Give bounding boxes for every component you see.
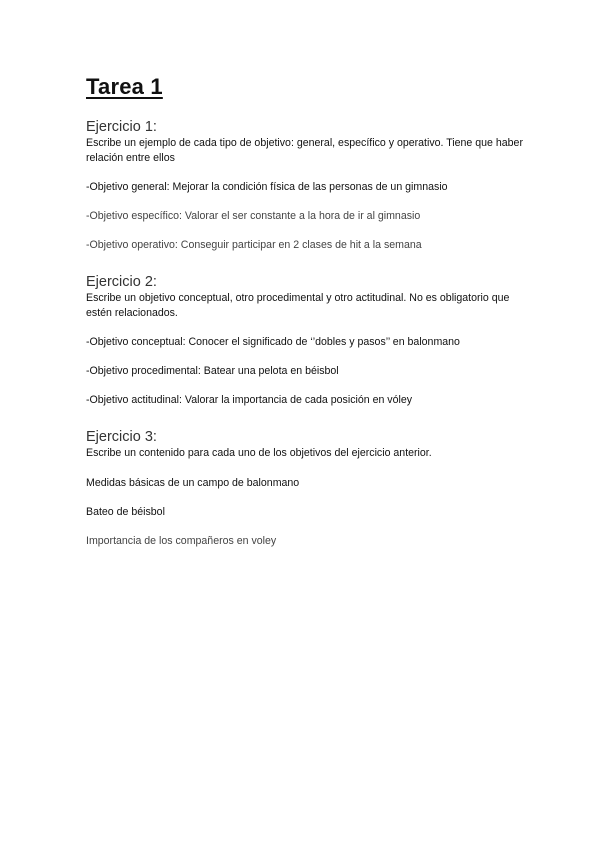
exercise-2: [86, 273, 526, 407]
exercise-3: [86, 428, 526, 548]
exercise-2-prompt: Escribe un objetivo conceptual, otro procedimental y otro actitudinal. No es obligatorio que estén relacionados.: [86, 292, 510, 319]
exercise-1-heading: Ejercicio 1:: [86, 119, 157, 135]
exercise-2-answer-3: -Objetivo actitudinal: Valorar la importancia de cada posición en vóley: [86, 394, 413, 406]
exercise-1-prompt: Escribe un ejemplo de cada tipo de objetivo: general, específico y operativo. Tiene que haber relación entre ellos: [86, 137, 523, 164]
page-title: Tarea 1: [86, 74, 163, 99]
exercise-3-answer-1: Medidas básicas de un campo de balonmano: [86, 476, 300, 489]
exercise-2-answer-2: -Objetivo procedimental: Batear una pelota en béisbol: [86, 365, 339, 377]
exercise-2-heading: Ejercicio 2:: [86, 274, 157, 290]
exercise-1-answer-3: -Objetivo operativo: Conseguir participar en 2 clases de hit a la semana: [86, 239, 422, 251]
exercise-3-answer-3: Importancia de los compañeros en voley: [86, 534, 277, 547]
exercise-1-answer-1: -Objetivo general: Mejorar la condición física de las personas de un gimnasio: [86, 181, 448, 193]
exercise-1: [86, 118, 526, 252]
exercise-2-answer-1: -Objetivo conceptual: Conocer el significado de ‘’dobles y pasos’’ en balonmano: [86, 336, 460, 348]
exercise-3-prompt: Escribe un contenido para cada uno de los objetivos del ejercicio anterior.: [86, 447, 432, 459]
document-page: [86, 74, 526, 548]
exercise-3-heading: Ejercicio 3:: [86, 429, 157, 445]
exercise-3-answer-2: Bateo de béisbol: [86, 505, 165, 518]
exercise-1-answer-2: -Objetivo específico: Valorar el ser constante a la hora de ir al gimnasio: [86, 210, 421, 222]
